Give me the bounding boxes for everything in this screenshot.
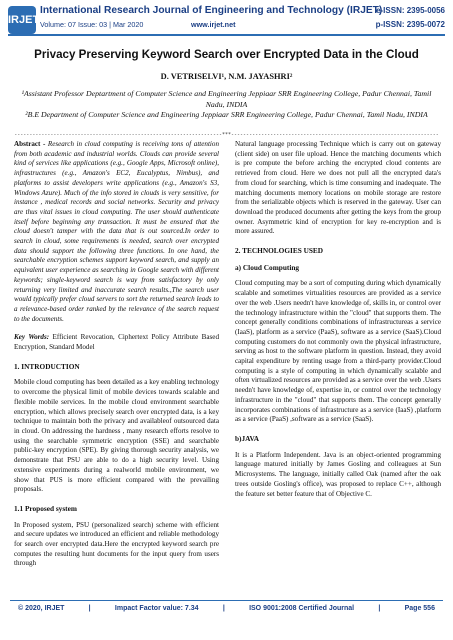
affiliation-2: ²B.E Department of Computer Science and Engineering Jeppiaar SRR Engineering College, Padur Chennai, Tamil Nadu, INDIA [25, 110, 428, 119]
heading-cloud-computing: a) Cloud Computing [235, 262, 300, 272]
footer-copyright: © 2020, IRJET [18, 605, 65, 612]
keywords-paragraph [14, 333, 219, 352]
journal-header [0, 0, 453, 44]
volume-issue: Volume: 07 Issue: 03 | Mar 2020 [40, 20, 144, 29]
introduction-text: Mobile cloud computing has been detailed as a key enabling technology to overcome the physical limit of mobile devices towards scalable and flexible mobile services. In the mobile cloud environment searchable encryption, which allows precisely search over encrypted data, is a key technique to maintain both the privacy and availableof outsourced data in cloud. On addressing the hardness , many research efforts resolve to using the searchable symmetric encryption (SSE) and searchable public-key encryption (SPE). By giving thorough security analysis, we demonstrate that PSU are able to do a high security level. Using extensive experiments during a realworld mobile environment, we show that PUS is more efficient compared with the prevailing proposals. [14, 378, 219, 494]
heading-proposed-system: 1.1 Proposed system [14, 503, 77, 513]
p-issn: p-ISSN: 2395-0072 [375, 20, 445, 29]
abstract-text: Research in cloud computing is receiving tons of attention from both academic and industrial worlds. Clouds can provide several kind of services like applications (e.g., Google Apps, Microsoft online), infrastructures (e.g., Amazon's EC2, Eucalyptus, Nimbus), and platforms to assist developers write applications (e.g., Amazon's S3, Windows Azure). Much of the info stored in clouds is very sensitive, for instance , medical records and social networks. Security and privacy are thus vital issues in cloud computing. The user should authenticate itself before beginning any transaction. It must be ensured that the cloud doesn't tamper with the data that is out sourced.In order to search in cloud, some requirements is needed, search over encrypted data should support the following three functions. In one hand, the searchable encryption schemes support keyword search, and supply an equivalent user experience as searching in Google search with different keywords; single-keyword search is way from satisfactory by only returning very limited and inaccurate search results.,The search user would typically prefer cloud servers to sort the returned search leads to a relevance-based order ranked by the relevance of the search request to the documents. [14, 140, 219, 323]
footer-iso: ISO 9001:2008 Certified Journal [249, 605, 355, 612]
journal-footer [18, 605, 435, 612]
abstract-paragraph [14, 140, 219, 324]
heading-technologies: 2. TECHNOLOGIES USED [235, 246, 324, 256]
journal-website[interactable]: www.irjet.net [191, 20, 236, 29]
continuation-text: Natural language processing Technique which is carry out on gateway (client side) on user file upload. Hence the matching documents which is pre compute the before arching the encrypted cloud contents are retrieved from cloud. Here we does not pull all the encrypted data's from cloud for searching, which is time consuming and inadequate. The matching documents memory locations on mobile storage are restore from the serializable objects which is reserved in the gateway. User can download the produced documents after getting the keys from the group owner. Asymmetric kind of encryption for key re-encryption and is more assured. [235, 140, 441, 236]
footer-divider: | [378, 605, 381, 612]
e-issn: e-ISSN: 2395-0056 [376, 6, 445, 15]
cloud-computing-text: Cloud computing may be a sort of computing during which dynamically scalable and sometimes virtualities resources are provided as a service over the web .Users needn't have knowledge of, skills in, or control over the technology infrastructure within the "cloud" that supports them. The concept generally conditions combinations of infrastructureas a service (IaaS), platform as a service (PaaS), software as a service (SaaS).Cloud computing customers do not commonly own the physical infrastructure, serving as host to the software platform in question. Instead, they avoid capital expenditure by renting usage from a third-party provider.Cloud computing is a style of computing in which dynamically scalable and often virtualized resources are provided as a service over the web .Users needn't have knowledge of, expertise in, or control over the technology infrastructure in the "cloud" that supports them. The concept generally incorporates combinations of infrastructure as a service (IaaS) ,platform as a service (PaaS) ,software as a service (SaaS). [235, 279, 441, 424]
left-column [14, 140, 219, 578]
footer-divider: | [88, 605, 91, 612]
section-separator: ---------------------------------------------------------------------***--------------------------------------------------------------------- [14, 132, 439, 138]
keywords-label: Key Words: [14, 333, 50, 342]
java-text: It is a Platform Independent. Java is an object-oriented programming language matured initially by James Gosling and colleagues at Sun Microsystems. The language, initially called Oak (named after the oak trees outside Gosling's office), was proposed to replace C++, although the feature set better feature that of Objective C. [235, 450, 441, 498]
footer-divider: | [222, 605, 225, 612]
right-column [235, 140, 441, 508]
keywords-text: Efficient Revocation, Ciphertext Policy Attribute Based Encryption, Standard Model [14, 333, 219, 352]
proposed-system-text: In Proposed system, PSU (personalized search) scheme with efficient and secure updates we introduced an efficient and reliable methodology for search over encrypted data.Here the encrypted keyword search pre computes the resulting hunt documents for the input query from users through [14, 520, 219, 568]
journal-name: International Research Journal of Engineering and Technology (IRJET) [40, 5, 383, 16]
heading-introduction: 1. INTRODUCTION [14, 361, 80, 371]
journal-logo: IRJET [8, 6, 36, 34]
footer-rule [10, 600, 443, 601]
footer-impact-factor: Impact Factor value: 7.34 [114, 605, 199, 612]
footer-page-number: Page 556 [404, 605, 435, 612]
paper-authors: D. VETRISELVI¹, N.M. JAYASHRI² [160, 72, 293, 81]
header-rule [8, 34, 445, 36]
paper-title: Privacy Preserving Keyword Search over Encrypted Data in the Cloud [34, 48, 419, 61]
heading-java: b)JAVA [235, 433, 260, 443]
affiliation-1: ¹Assistant Professor Deptartment of Computer Science and Engineering Jeppiaar SRR Engineering College, Padur Chennai, Tamil Nadu, INDIA [21, 89, 432, 109]
abstract-label: Abstract - [14, 140, 46, 148]
